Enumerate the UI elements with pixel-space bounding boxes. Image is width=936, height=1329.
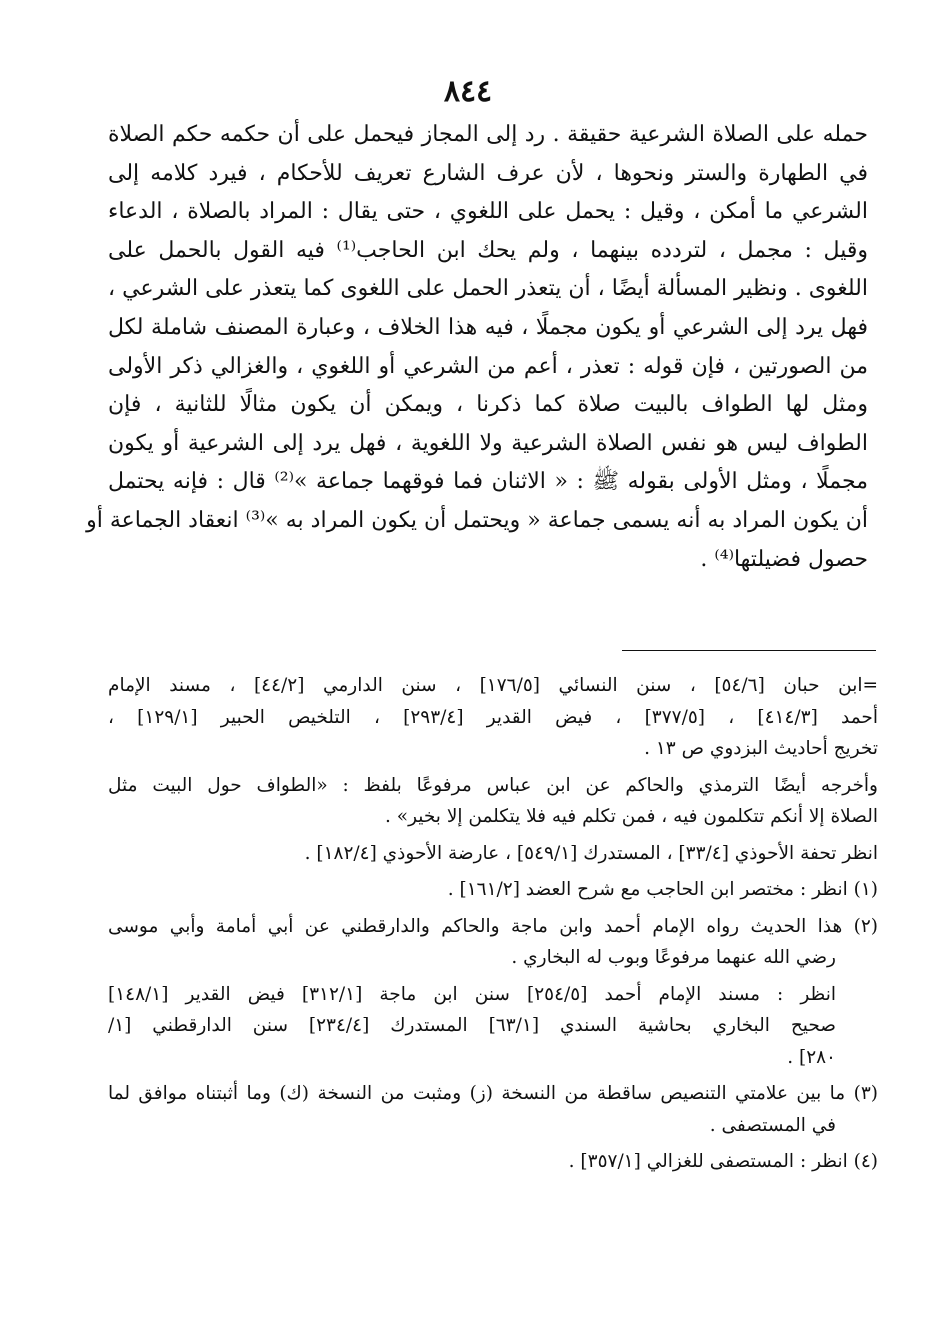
footnote-line: الصلاة إلا أنكم تتكلمون فيه ، فمن تكلم فيه فلا يتكلمن إلا بخير» .: [384, 806, 878, 827]
footnote-line: رضي الله عنهما مرفوعًا وبوب له البخاري .: [511, 947, 836, 968]
main-text-line: فهل يرد إلى الشرعي أو يكون مجملًا ، فيه هذا الخلاف ، وعبارة المصنف شاملة لكل: [108, 314, 868, 340]
footnote-line: ٢٨٠] .: [787, 1046, 836, 1068]
footnote-line: انظر : مسند الإمام أحمد [٢٥٤/٥] سنن ابن ماجة [٣١٢/١] فيض القدير [١٤٨/١]: [108, 983, 836, 1005]
main-text-line: الشرعي ما أمكن ، وقيل : يحمل على اللغوي ، حتى يقال : المراد بالصلاة ، الدعاء: [108, 199, 868, 225]
footnotes-block: [108, 670, 878, 1178]
footnote-line: وأخرجه أيضًا الترمذي والحاكم عن ابن عباس مرفوعًا بلفظ : «الطواف حول البيت مثل: [108, 774, 878, 796]
footnote-2: (٢) هذا الحديث رواه الإمام أحمد وابن ماجة والحاكم والدارقطني عن أبي أمامة وأبي موسى: [108, 915, 878, 937]
main-text-line: مجملًا ، ومثل الأولى بقوله ﷺ : « الاثنان فما فوقهما جماعة »⁽²⁾ قال : فإنه يحتمل: [108, 469, 868, 495]
footnote-divider: [622, 650, 876, 651]
main-text-line: اللغوى . ونظير المسألة أيضًا ، أن يتعذر الحمل على اللغوى كما يتعذر على الشرعي ،: [108, 276, 868, 302]
footnote-line: انظر تحفة الأحوذي [٣٣/٤] ، المستدرك [٥٤٩/١] ، عارضة الأحوذي [١٨٢/٤] .: [304, 842, 878, 864]
footnote-4: (٤) انظر : المستصفى للغزالي [٣٥٧/١] .: [568, 1151, 878, 1172]
footnote-line: تخريج أحاديث البزدوي ص ١٣ .: [644, 738, 878, 759]
main-text-line: وقيل : مجمل ، لتردده بينهما ، ولم يحك ابن الحاجب⁽¹⁾ فيه القول بالحمل على: [108, 237, 868, 263]
footnote-line: في المستصفى .: [709, 1114, 836, 1136]
footnote-line: صحيح البخاري بحاشية السندي [٦٣/١] المستدرك [٢٣٤/٤] سنن الدارقطني [١/: [108, 1015, 836, 1036]
footnote-3: (٣) ما بين علامتي التنصيص ساقطة من النسخة (ز) ومثبت من النسخة (ك) وما أثبتناه موافق لما: [108, 1083, 878, 1104]
main-text-line: ومثل لها الطواف بالبيت صلاة كما ذكرنا ، ويمكن أن يكون مثالًا للثانية ، فإن: [108, 392, 868, 418]
footnote-1: (١) انظر : مختصر ابن الحاجب مع شرح العضد [١٦١/٢] .: [447, 879, 878, 900]
main-text-line: في الطهارة والستر ونحوها ، لأن عرف الشارع تعريف للأحكام ، فيرد كلامه إلى: [108, 160, 868, 186]
page-number: ٨٤٤: [443, 74, 493, 109]
main-text-line: من الصورتين ، فإن قوله : تعذر ، أعم من الشرعي أو اللغوي ، والغزالي ذكر الأولى: [108, 353, 868, 379]
main-text-line: الطواف ليس هو نفس الصلاة الشرعية ولا اللغوية ، فهل يرد إلى الشرعية أو يكون: [108, 430, 868, 456]
footnote-line: =ابن حبان [٥٤/٦] ، سنن النسائي [١٧٦/٥] ، سنن الدارمي [٤٤/٢] ، مسند الإمام: [108, 675, 878, 696]
main-text-line: حمله على الصلاة الشرعية حقيقة . رد إلى المجاز فيحمل على أن حكمه حكم الصلاة: [108, 122, 868, 147]
main-text-line: أن يكون المراد به أنه يسمى جماعة « ويحتمل أن يكون المراد به »⁽³⁾ انعقاد الجماعة أو: [86, 507, 868, 533]
main-text-line: حصول فضيلتها⁽⁴⁾ .: [700, 546, 868, 572]
main-text-block: [86, 116, 868, 579]
footnote-line: أحمد [٤١٤/٣] ، [٣٧٧/٥] ، فيض القدير [٢٩٣/٤] ، التلخيص الحبير [١٢٩/١] ،: [108, 706, 878, 728]
